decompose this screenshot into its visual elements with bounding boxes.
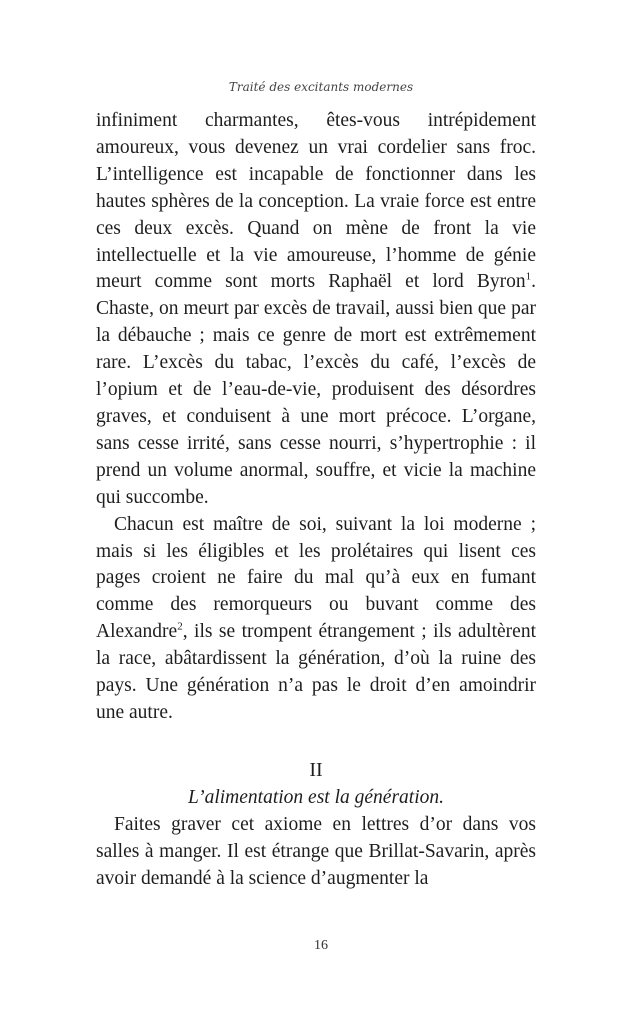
footnote-ref-1[interactable]: 1 <box>525 270 532 283</box>
section-heading <box>96 756 536 812</box>
running-head: Traité des excitants modernes <box>228 80 414 94</box>
section-title: L’alimentation est la génération. <box>187 786 444 808</box>
paragraph-3 <box>96 812 536 893</box>
paragraph-3-text: Faites graver cet axiome en lettres d’or dans vos salles à manger. Il est étrange que Brillat-Savarin, après avoir demandé à la science d’augmenter la <box>96 813 536 889</box>
paragraph-2-text: Chacun est maître de soi, suivant la loi moderne ; mais si les éligibles et les prolétaires qui lisent ces pages croient ne faire du mal qu’à eux en fumant comme des remorqueurs ou buvant comme des Alexandre <box>96 513 536 643</box>
paragraph-2-text-after: , ils se trompent étrangement ; ils adultèrent la race, abâtardissent la génération, d’où la ruine des pays. Une génération n’a pas le droit d’en amoindrir une autre. <box>96 621 536 723</box>
paragraph-2 <box>96 512 536 727</box>
page-number: 16 <box>314 938 328 953</box>
paragraph-1 <box>96 108 536 512</box>
body-text <box>96 108 536 893</box>
paragraph-1-text-after: . Chaste, on meurt par excès de travail, aussi bien que par la débauche ; mais ce genre de mort est extrêmement rare. L’excès du tabac, l’excès du café, l’excès de l’opium et de l’eau-de-vie, produisent des désordres graves, et conduisent à une mort précoce. L’organe, sans cesse irrité, sans cesse nourri, s’hypertrophie : il prend un volume anormal, souffre, et vicie la machine qui succombe. <box>96 271 536 508</box>
section-number: II <box>309 758 323 781</box>
footnote-ref-2[interactable]: 2 <box>177 620 183 633</box>
paragraph-1-text: infiniment charmantes, êtes-vous intrépidement amoureux, vous devenez un vrai cordelier sans froc. L’intelligence est incapable de fonctionner dans les hautes sphères de la conception. La vraie force est entre ces deux excès. Quand on mène de front la vie intellectuelle et la vie amoureuse, l’homme de génie meurt comme sont morts Raphaël et lord Byron <box>96 110 536 293</box>
